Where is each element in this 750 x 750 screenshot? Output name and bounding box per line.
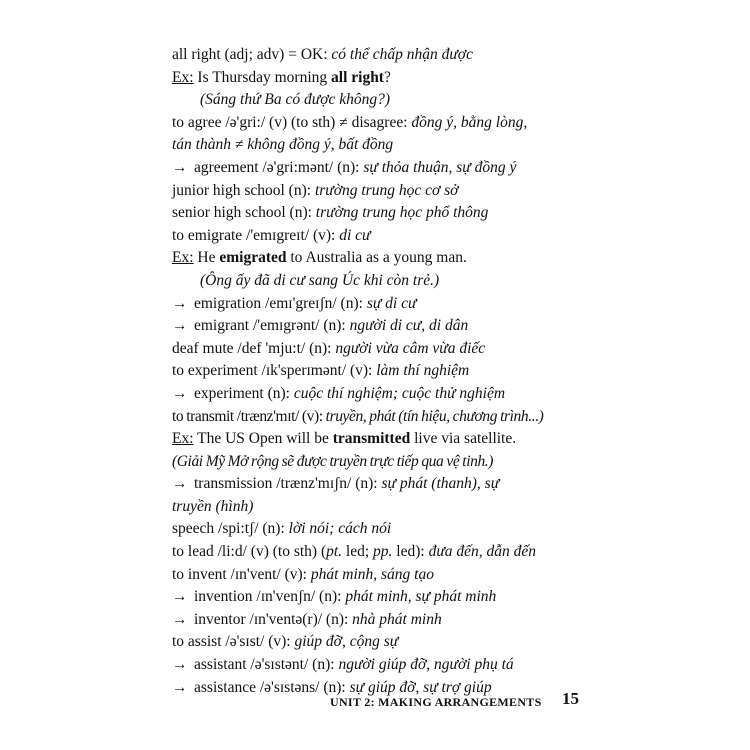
keyword: emigrated	[219, 249, 287, 267]
translation-text: sự phát (thanh), sự	[381, 475, 500, 493]
translation-text: (Sáng thứ Ba có được không?)	[200, 91, 391, 109]
page-number: 15	[562, 689, 579, 708]
entry-line	[172, 338, 592, 361]
translation-text: pp.	[373, 543, 393, 561]
translation-text: trường trung học phổ thông	[315, 204, 489, 222]
entry-text: He	[193, 249, 220, 267]
translation-text: đồng ý, bằng lòng,	[411, 113, 528, 131]
entry-text: inventor /ɪn'ventə(r)/ (n):	[194, 610, 353, 628]
entry-line	[172, 541, 592, 564]
entry-line	[172, 360, 592, 383]
entry-text: senior high school (n):	[172, 204, 316, 222]
translation-text: có thể chấp nhận được	[331, 46, 473, 63]
entry-line	[172, 518, 592, 541]
translation-text: (Ông ấy đã di cư sang Úc khi còn trẻ.)	[200, 271, 440, 289]
translation-text: đưa đến, dẫn đến	[428, 543, 537, 561]
arrow-icon: →	[172, 317, 188, 335]
entry-text: experiment (n):	[194, 384, 294, 402]
translation-text: truyền (hình)	[172, 497, 254, 515]
translation-text: truyền, phát (tín hiệu, chương trình...)	[325, 407, 544, 425]
arrow-icon: →	[172, 158, 188, 176]
entry-line	[172, 428, 592, 451]
keyword: transmitted	[332, 430, 411, 448]
entry-text: led):	[392, 543, 429, 561]
entry-line	[172, 134, 592, 157]
entry-text: The US Open will be	[193, 430, 333, 448]
translation-text: sự di cư	[366, 294, 417, 312]
arrow-icon: →	[172, 610, 188, 628]
entry-text: to lead /li:d/ (v) (to sth) (	[172, 543, 327, 561]
entry-text: speech /spi:tʃ/ (n):	[172, 520, 289, 538]
entry-text: Is Thursday morning	[193, 68, 332, 86]
entry-text: agreement /ə'gri:mənt/ (n):	[194, 158, 364, 176]
translation-text: phát minh, sự phát minh	[345, 588, 497, 606]
entry-line	[172, 44, 592, 67]
entry-text: invention /ɪn'venʃn/ (n):	[194, 588, 346, 606]
translation-text: trường trung học cơ sở	[314, 181, 459, 199]
entry-text: to agree /ə'gri:/ (v) (to sth) ≠ disagree:	[172, 113, 412, 131]
entry-line	[172, 496, 592, 519]
entry-line	[172, 451, 592, 474]
entry-text: to Australia as a young man.	[286, 249, 467, 267]
entry-text: led;	[342, 543, 374, 561]
entry-line	[172, 315, 592, 338]
entry-text: emigrant /'emɪgrənt/ (n):	[194, 317, 350, 335]
arrow-icon: →	[172, 475, 188, 493]
entry-text: assistant /ə'sɪstənt/ (n):	[194, 656, 339, 674]
translation-text: người vừa câm vừa điếc	[335, 339, 486, 357]
unit-title: UNIT 2: MAKING ARRANGEMENTS	[330, 695, 542, 709]
entry-text: to transmit /trænz'mɪt/ (v):	[172, 407, 326, 425]
arrow-icon: →	[172, 656, 188, 674]
entry-text: assistance /ə'sɪstəns/ (n):	[194, 678, 350, 696]
translation-text: người di cư, di dân	[349, 317, 469, 335]
entry-line	[172, 586, 592, 609]
entry-line	[172, 180, 592, 203]
translation-text: làm thí nghiệm	[376, 362, 470, 380]
translation-text: người giúp đỡ, người phụ tá	[338, 656, 514, 674]
entry-line	[172, 631, 592, 654]
example-label: Ex:	[172, 249, 194, 267]
entry-line	[172, 654, 592, 677]
entry-line	[172, 112, 592, 135]
entry-line	[172, 293, 592, 316]
entry-line	[172, 67, 592, 90]
entry-line	[172, 473, 592, 496]
example-label: Ex:	[172, 68, 194, 86]
entry-text: all right (adj; adv) = OK:	[172, 46, 332, 63]
translation-text: tán thành ≠ không đồng ý, bất đồng	[172, 136, 394, 154]
keyword: all right	[331, 68, 384, 86]
page-footer	[330, 689, 600, 711]
entry-line	[172, 406, 592, 429]
entry-line	[172, 609, 592, 632]
translation-text: phát minh, sáng tạo	[310, 565, 434, 583]
entry-text: to experiment /ɪk'sperɪmənt/ (v):	[172, 362, 377, 380]
entry-line	[172, 89, 592, 112]
entry-text: to invent /ɪn'vent/ (v):	[172, 565, 311, 583]
entry-text: to emigrate /'emɪgreɪt/ (v):	[172, 226, 340, 244]
entry-line	[172, 247, 592, 270]
entry-text: junior high school (n):	[172, 181, 315, 199]
entry-text: emigration /emɪ'greɪʃn/ (n):	[194, 294, 367, 312]
entry-line	[172, 157, 592, 180]
translation-text: (Giải Mỹ Mở rộng sẽ được truyền trực tiếp qua vệ tinh.)	[172, 452, 494, 470]
entry-text: ?	[383, 68, 391, 86]
entry-text: transmission /trænz'mɪʃn/ (n):	[194, 475, 382, 493]
entry-line	[172, 270, 592, 293]
entry-text: live via satellite.	[410, 430, 517, 448]
entry-text: deaf mute /def 'mju:t/ (n):	[172, 339, 336, 357]
translation-text: sự thỏa thuận, sự đồng ý	[363, 158, 517, 176]
entry-line	[172, 383, 592, 406]
arrow-icon: →	[172, 384, 188, 402]
arrow-icon: →	[172, 678, 188, 696]
entry-line	[172, 564, 592, 587]
translation-text: di cư	[339, 226, 371, 244]
translation-text: sự giúp đỡ, sự trợ giúp	[349, 678, 492, 696]
translation-text: pt.	[326, 543, 343, 561]
arrow-icon: →	[172, 294, 188, 312]
translation-text: nhà phát minh	[352, 610, 442, 628]
arrow-icon: →	[172, 588, 188, 606]
entry-text: to assist /ə'sɪst/ (v):	[172, 633, 295, 651]
entry-line	[172, 202, 592, 225]
translation-text: giúp đỡ, cộng sự	[294, 633, 399, 651]
translation-text: cuộc thí nghiệm; cuộc thử nghiệm	[293, 384, 506, 402]
example-label: Ex:	[172, 430, 194, 448]
translation-text: lời nói; cách nói	[288, 520, 392, 538]
entry-line	[172, 225, 592, 248]
vocabulary-list	[172, 44, 592, 699]
